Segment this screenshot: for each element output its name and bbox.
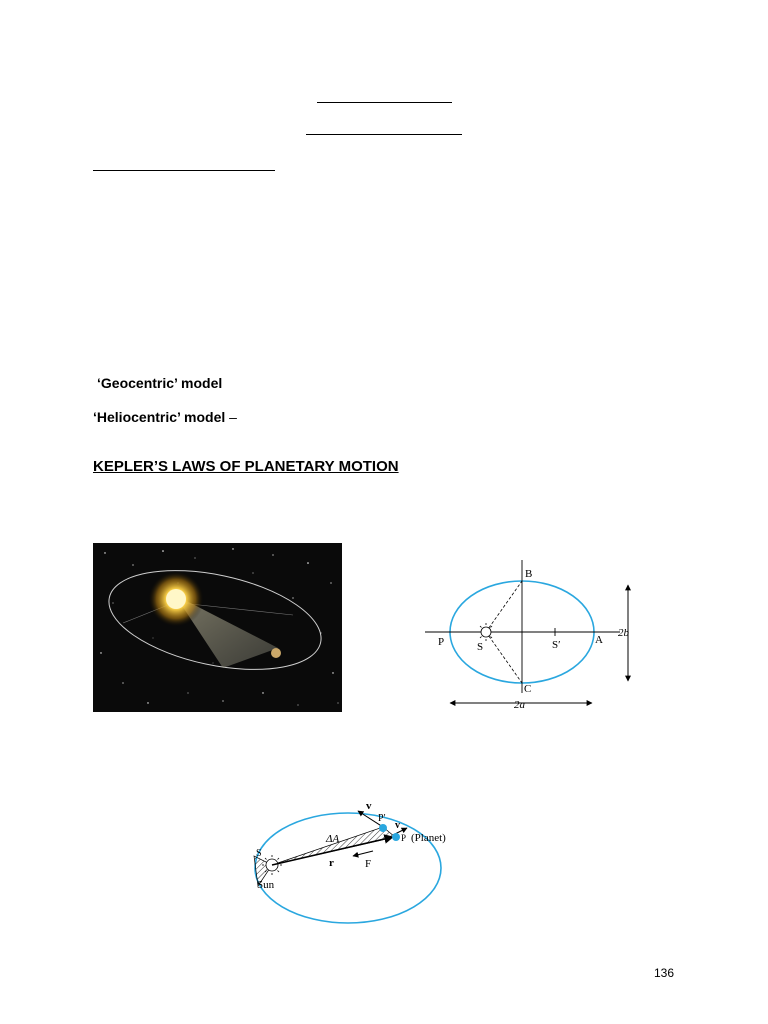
- label-planet: (Planet): [411, 832, 446, 844]
- title-rule-2: [306, 134, 462, 135]
- planet-p-prime: [379, 824, 387, 832]
- label-s-prime: S′: [552, 639, 561, 651]
- label-2b: 2b: [618, 627, 629, 639]
- label-p-planet: P: [401, 833, 407, 843]
- label-r: r: [329, 857, 334, 869]
- dashed-sb: [486, 581, 522, 632]
- planet-p: [392, 833, 400, 841]
- label-a: A: [595, 634, 603, 646]
- label-v-top: v: [366, 800, 372, 812]
- label-b: B: [525, 568, 533, 580]
- section-rule: [93, 170, 275, 171]
- label-p-prime: P′: [378, 813, 386, 824]
- label-s-sun: S: [256, 848, 262, 859]
- label-f: F: [365, 858, 372, 870]
- area-figure: [245, 795, 475, 945]
- label-sun: Sun: [257, 879, 275, 891]
- title-rule-1: [317, 102, 452, 103]
- label-p: P: [438, 636, 445, 648]
- ellipse-figure: [420, 555, 660, 715]
- orbit-photo: [93, 543, 342, 712]
- label-delta-a: ΔA: [326, 833, 340, 845]
- orbit-ellipse-blue-2: [255, 813, 441, 923]
- heliocentric-label: ‘Heliocentric’ model –: [93, 409, 237, 425]
- force-arrow: [353, 851, 373, 856]
- label-2a: 2a: [514, 699, 525, 711]
- label-s: S: [477, 641, 484, 653]
- geocentric-label: ‘Geocentric’ model: [97, 375, 223, 391]
- label-v-side: v: [395, 820, 400, 831]
- page-number: 136: [654, 966, 675, 980]
- orbit-photo-svg: [93, 543, 342, 712]
- sun-core: [166, 589, 186, 609]
- kepler-heading: KEPLER’S LAWS OF PLANETARY MOTION: [93, 458, 399, 475]
- dashed-sc: [486, 632, 522, 683]
- planet-dot: [271, 648, 281, 658]
- label-c: C: [524, 683, 532, 695]
